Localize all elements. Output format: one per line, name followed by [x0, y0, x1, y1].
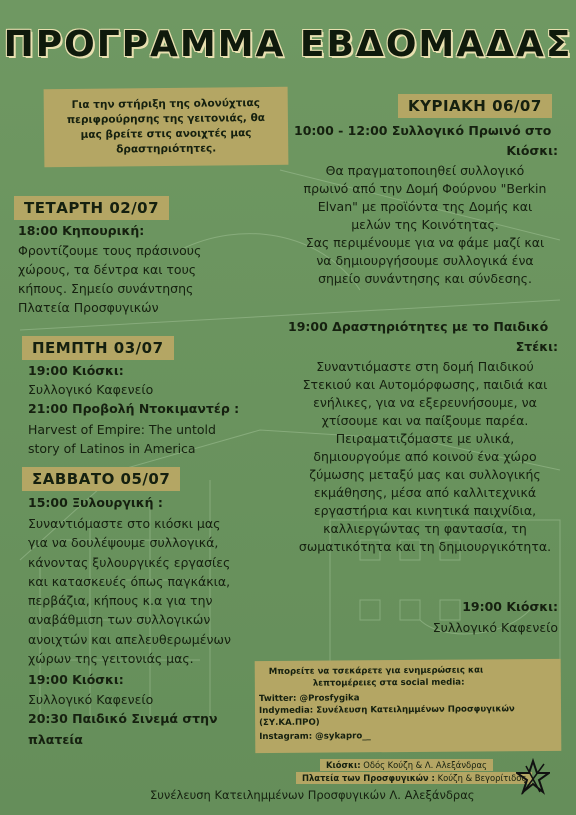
square-location	[296, 772, 532, 784]
saturday-desc: αναβάθμιση των συλλογικών	[28, 612, 211, 627]
instagram-link[interactable]: Instagram: @sykapro__	[259, 731, 371, 743]
saturday-desc: ανοιχτών και απελευθερωμένων	[28, 632, 231, 647]
saturday-time: 20:30 Παιδικό Σινεμά στην	[28, 711, 218, 726]
wednesday-desc: Φροντίζουμε τους πράσινους	[18, 243, 202, 258]
thursday-desc: Συλλογικό Καφενείο	[28, 382, 154, 397]
saturday-header: ΣΑΒΒΑΤΟ 05/07	[22, 467, 180, 491]
kiosk-label: Κιόσκι:	[326, 760, 361, 770]
sunday-header: ΚΥΡΙΑΚΗ 06/07	[398, 94, 552, 118]
wednesday-desc: χώρους, τα δέντρα και τους	[18, 262, 197, 277]
sunday-desc: εργαστήρια και κινητικά παιχνίδια,	[313, 503, 537, 518]
kiosk-address: Οδός Κούζη & Λ. Αλεξάνδρας	[363, 760, 487, 770]
saturday-desc: και κατασκευές όπως παγκάκια,	[28, 574, 231, 589]
intro-line: περιφρούρησης της γειτονιάς, θα	[66, 111, 266, 126]
saturday-desc: χώρων της γειτονιάς μας.	[28, 651, 194, 666]
footer-signature: Συνέλευση Κατειλημμένων Προσφυγικών Λ. Αλεξάνδρας	[150, 788, 475, 802]
wednesday-desc: κήπους. Σημείο συνάντησης	[18, 281, 194, 296]
sunday-desc: να δημιουργήσουμε συλλογικά ένα	[316, 253, 534, 268]
thursday-header: ΠΕΜΠΤΗ 03/07	[22, 336, 174, 360]
social-media-box	[255, 659, 562, 753]
sunday-breakfast-desc	[280, 162, 570, 288]
twitter-link[interactable]: Twitter: @Prosfygika	[258, 693, 360, 705]
sunday-desc: Θα πραγματοποιηθεί συλλογικό	[325, 163, 525, 178]
square-label: Πλατεία των Προσφυγικών :	[302, 773, 435, 783]
sunday-desc: μελών της Κοινότητας.	[351, 217, 499, 232]
saturday-time: 19:00 Κιόσκι:	[28, 672, 124, 687]
wednesday-header: ΤΕΤΑΡΤΗ 02/07	[14, 196, 169, 220]
sunday-time: 10:00 - 12:00 Συλλογικό Πρωινό στο	[294, 123, 552, 138]
sunday-desc: Στεκιού και Αυτομόρφωσης, παιδιά και	[302, 377, 548, 392]
indymedia-link[interactable]: Indymedia: Συνέλευση Κατειλημμένων Προσφυγικών	[258, 704, 515, 717]
sunday-desc: δημιουργούμε από κοινού ένα χώρο	[313, 449, 537, 464]
intro-line: μας βρείτε στις ανοιχτές μας	[80, 127, 252, 141]
saturday-desc: Συναντιόμαστε στο κιόσκι μας	[28, 516, 221, 531]
square-address: Κούζη & Βεγορίτιδος	[437, 773, 527, 783]
sunday-desc: Elvan" με προϊόντα της Δομής και	[317, 199, 533, 214]
sunday-time: 19:00 Δραστηριότητες με το Παιδικό	[288, 319, 549, 334]
sunday-time: 19:00 Κιόσκι:	[462, 599, 558, 614]
anarchist-star-logo-icon	[516, 758, 550, 798]
sunday-desc: χτίσουμε και να παίξουμε παρέα.	[321, 413, 529, 428]
sunday-desc: Συναντιόμαστε στη δομή Παιδικού	[316, 359, 534, 374]
saturday-desc: περβάζια, κήπους κ.α για την	[28, 593, 213, 608]
sunday-desc: σημείο συνάντησης και σύνδεσης.	[318, 271, 532, 286]
sunday-desc: πρωινό από την Δομή Φούρνου "Berkin	[303, 181, 547, 196]
sunday-desc: Πειραματιζόμαστε με υλικά,	[335, 431, 515, 446]
kiosk-location	[320, 759, 493, 771]
saturday-time: 15:00 Ξυλουργική :	[28, 495, 163, 510]
sunday-kids-desc	[276, 358, 574, 556]
sunday-desc: εκμάθησης, μέσα από καλλιτεχνικά	[313, 485, 537, 500]
saturday-desc: Συλλογικό Καφενείο	[28, 692, 154, 707]
thursday-time: 19:00 Κιόσκι:	[28, 363, 124, 378]
thursday-time: 21:00 Προβολή Ντοκιμαντέρ :	[28, 401, 240, 416]
sunday-desc: σωματικότητα και τη δημιουργικότητα.	[298, 539, 552, 554]
page-title: ΠΡΟΓΡΑΜΜΑ ΕΒΔΟΜΑΔΑΣ	[3, 24, 573, 65]
sunday-desc: Σας περιμένουμε για να φάμε μαζί και	[305, 235, 545, 250]
saturday-desc: για να δουλέψουμε συλλογικά,	[28, 535, 219, 550]
thursday-desc: story of Latinos in America	[28, 441, 196, 456]
social-heading: Μπορείτε να τσεκάρετε για ενημερώσεις και	[268, 665, 484, 677]
intro-line: Για την στήριξη της ολονύχτιας	[71, 96, 260, 111]
sunday-desc: ζύμωσης μεταξύ μας και συλλογικής	[309, 467, 541, 482]
indymedia-link-abbr: (ΣΥ.ΚΑ.ΠΡΟ)	[259, 717, 320, 729]
sunday-desc: ενήλικες, για να εξερευνήσουμε, να	[313, 395, 537, 410]
intro-line: δραστηριότητες.	[116, 142, 217, 156]
thursday-desc: Harvest of Empire: The untold	[28, 422, 216, 437]
social-heading: λεπτομέρειες στα social media:	[312, 677, 465, 689]
sunday-time: Κιόσκι:	[506, 143, 558, 158]
sunday-time: Στέκι:	[515, 339, 558, 354]
sunday-desc: Συλλογικό Καφενείο	[432, 620, 558, 635]
wednesday-time: 18:00 Κηπουρική:	[18, 223, 145, 238]
wednesday-desc: Πλατεία Προσφυγικών	[18, 300, 159, 315]
intro-note	[44, 87, 289, 168]
sunday-desc: καλλιεργώντας τη φαντασία, τη	[323, 521, 527, 536]
saturday-time: πλατεία	[28, 732, 83, 747]
saturday-desc: κάνοντας ξυλουργικές εργασίες	[28, 555, 231, 570]
